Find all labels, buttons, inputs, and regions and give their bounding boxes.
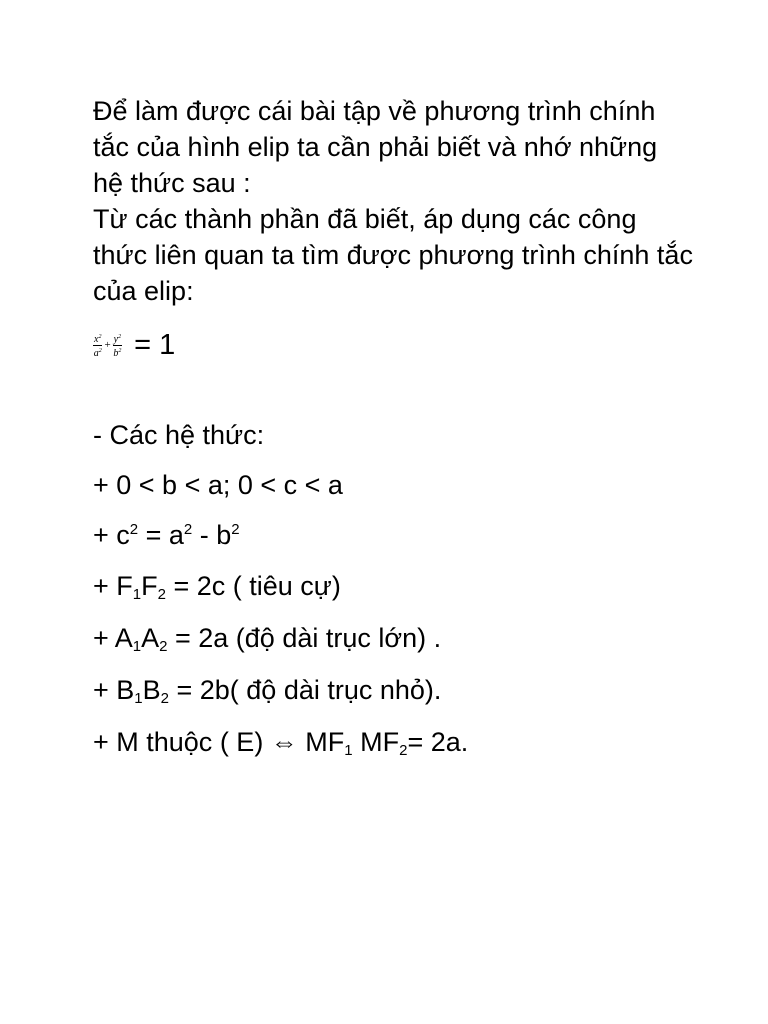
plus-sign: + bbox=[104, 339, 111, 351]
relation-3-part: = 2c ( tiêu cự) bbox=[165, 571, 341, 601]
intro-paragraph-1: Để làm được cái bài tập về phương trình chính tắc của hình elip ta cần phải biết và nhớ những hệ thức sau : bbox=[93, 96, 658, 198]
fraction-1-denominator-exponent: 2 bbox=[98, 347, 102, 354]
relation-6-part: + M thuộc ( E) ⇔ MF bbox=[93, 727, 345, 757]
relation-2-part: + c bbox=[93, 520, 130, 550]
fraction-x-over-a bbox=[93, 332, 102, 359]
relation-6-part: = 2a. bbox=[407, 727, 469, 757]
fraction-2-numerator-exponent: 2 bbox=[118, 333, 122, 340]
relation-6-sub: 2 bbox=[399, 742, 408, 759]
intro-paragraph-2: Từ các thành phần đã biết, áp dụng các công thức liên quan ta tìm được phương trình chính tắc của elip: bbox=[93, 204, 693, 306]
relation-3-sub: 1 bbox=[132, 586, 142, 603]
fraction-1-numerator-exponent: 2 bbox=[98, 333, 102, 340]
relation-2-sup: 2 bbox=[231, 521, 240, 538]
relation-3-part: + F bbox=[93, 571, 133, 601]
fraction-2-numerator: y bbox=[113, 333, 119, 345]
equation-rhs: = 1 bbox=[134, 328, 176, 361]
relation-4-sub: 1 bbox=[132, 638, 142, 655]
relation-3-part: F bbox=[141, 571, 158, 601]
ellipse-equation bbox=[93, 322, 175, 368]
relation-5-part: + B bbox=[93, 675, 135, 705]
relation-4-sub: 2 bbox=[159, 638, 168, 655]
relation-4-part: + A bbox=[93, 623, 133, 653]
relation-2-part: = a bbox=[138, 520, 184, 550]
fraction-1-numerator: x bbox=[94, 333, 99, 345]
relation-6-part: MF bbox=[352, 727, 400, 757]
fraction-2-denominator: b bbox=[113, 347, 119, 359]
fraction-y-over-b bbox=[113, 332, 122, 359]
relation-5-part: = 2b( độ dài trục nhỏ). bbox=[168, 675, 442, 705]
relation-5-part: B bbox=[142, 675, 161, 705]
relation-6 bbox=[93, 726, 468, 758]
relations-heading: - Các hệ thức: bbox=[93, 420, 265, 450]
relation-2-sup: 2 bbox=[183, 521, 193, 538]
relation-1: + 0 < b < a; 0 < c < a bbox=[93, 470, 343, 500]
relation-6-sub: 1 bbox=[344, 742, 353, 759]
fraction-2-denominator-exponent: 2 bbox=[118, 347, 122, 354]
relation-4-part: A bbox=[141, 623, 160, 653]
relation-2-sup: 2 bbox=[129, 521, 139, 538]
relation-5 bbox=[93, 674, 441, 706]
relation-2 bbox=[93, 519, 240, 551]
relation-2-part: - b bbox=[192, 520, 232, 550]
intro-text bbox=[93, 93, 693, 309]
relation-3 bbox=[93, 570, 341, 602]
relation-3-sub: 2 bbox=[157, 586, 166, 603]
fraction-1-denominator: a bbox=[93, 347, 99, 359]
relation-4 bbox=[93, 622, 441, 654]
relation-5-sub: 2 bbox=[160, 690, 169, 707]
relation-5-sub: 1 bbox=[134, 690, 143, 707]
relation-4-part: = 2a (độ dài trục lớn) . bbox=[167, 623, 442, 653]
